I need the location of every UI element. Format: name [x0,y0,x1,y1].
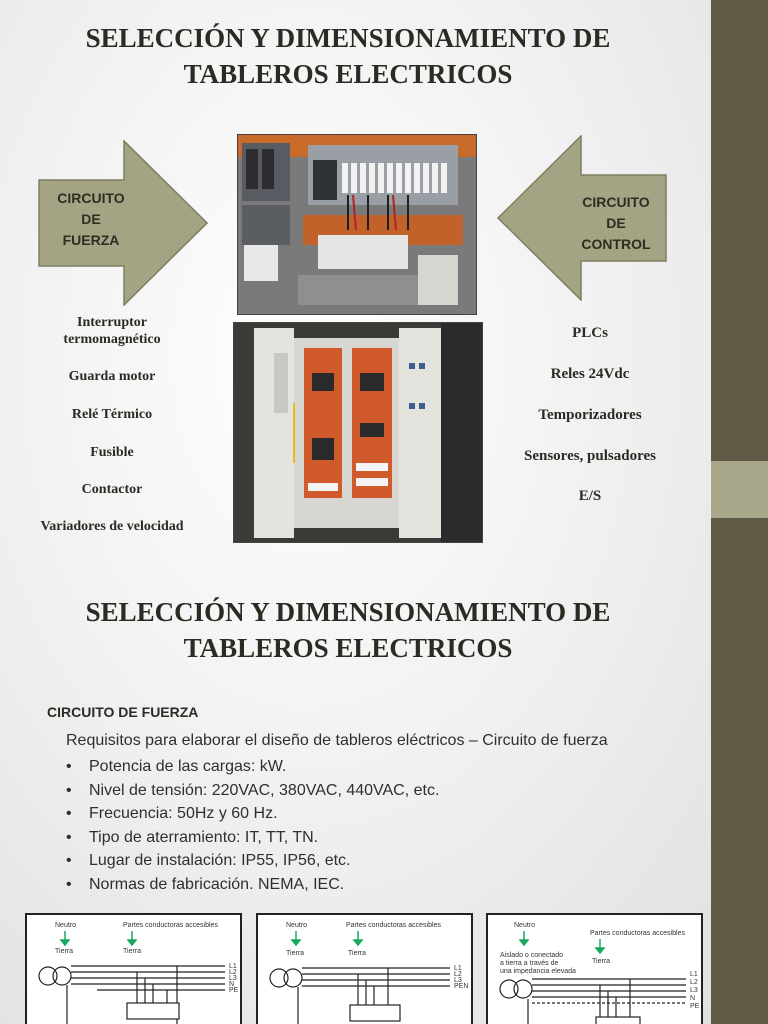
list-item: Contactor [81,482,143,497]
svg-text:Aislado o conectado: Aislado o conectado [500,952,564,959]
svg-text:Partes conductoras accesibles: Partes conductoras accesibles [590,930,685,937]
svg-text:Tierra: Tierra [348,950,367,957]
list-item: • Tipo de aterramiento: IT, TT, TN. [66,828,319,846]
list-item: Sensores, pulsadores [524,448,656,464]
svg-text:PEN: PEN [454,983,469,990]
list-item: • Nivel de tensión: 220VAC, 380VAC, 440VAC, etc. [66,781,440,799]
svg-text:Neutro: Neutro [286,922,308,929]
transformer-symbol [500,980,532,998]
circuito-fuerza-label: CIRCUITO DE FUERZA [57,190,125,248]
slide1-title [0,20,696,92]
svg-text:L1: L1 [690,971,698,978]
transformer-symbol [270,969,302,987]
list-item: Reles 24Vdc [550,366,630,382]
svg-text:PE: PE [229,987,239,994]
svg-text:L3: L3 [229,975,237,982]
grounding-diagram-3 [486,913,703,1024]
svg-text:una impedancia elevada: una impedancia elevada [500,968,576,975]
list-item: E/S [578,488,602,504]
svg-text:Partes conductoras accesibles: Partes conductoras accesibles [346,922,441,929]
slide2-title-line1: SELECCIÓN Y DIMENSIONAMIENTO DE [85,597,611,627]
list-item: termomagnético [63,332,161,347]
svg-text:L2: L2 [229,969,237,976]
circuito-control-label: CIRCUITO DE CONTROL [581,194,651,252]
svg-text:Tierra: Tierra [55,948,74,955]
slide1-title-line1: SELECCIÓN Y DIMENSIONAMIENTO DE [85,23,611,53]
grounding-diagram-1 [25,913,242,1024]
list-item: PLCs [572,325,608,341]
slide1-title-line2: TABLEROS ELECTRICOS [183,59,513,89]
grounding-diagram-2 [256,913,473,1024]
list-item: Temporizadores [538,407,642,423]
svg-text:a tierra a través de: a tierra a través de [500,960,559,967]
svg-text:L3: L3 [454,977,462,984]
open-cabinet-photo [233,322,483,543]
panel-wiring-photo [237,134,477,315]
list-item: • Potencia de las cargas: kW. [66,758,287,775]
list-item: Relé Térmico [71,407,153,422]
transformer-symbol [39,967,71,985]
section-heading: CIRCUITO DE FUERZA [47,704,199,720]
list-item: Fusible [90,445,134,460]
svg-text:Tierra: Tierra [592,958,611,965]
requirements-list [66,755,439,896]
requirements-intro: Requisitos para elaborar el diseño de tableros eléctricos – Circuito de fuerza [66,732,608,749]
svg-text:N: N [690,995,696,1002]
list-item: Variadores de velocidad [40,519,184,534]
svg-text:Partes conductoras accesibles: Partes conductoras accesibles [123,922,218,929]
svg-text:Neutro: Neutro [55,922,77,929]
slide2-title [0,594,696,666]
svg-text:Neutro: Neutro [514,922,536,929]
svg-text:L3: L3 [690,987,698,994]
ground-arrow-icon [292,931,362,945]
list-item: • Frecuencia: 50Hz y 60 Hz. [66,805,278,822]
list-item: Guarda motor [68,369,156,384]
list-item: • Lugar de instalación: IP55, IP56, etc. [66,852,351,869]
svg-text:L1: L1 [454,965,462,972]
list-item: • Normas de fabricación. NEMA, IEC. [66,875,345,893]
ground-arrow-icon [61,931,136,945]
list-item: Interruptor [77,315,147,330]
svg-text:PE: PE [690,1003,700,1010]
svg-text:L1: L1 [229,963,237,970]
svg-text:L2: L2 [454,971,462,978]
svg-text:L2: L2 [690,979,698,986]
sidebar-accent-block [711,461,768,518]
svg-text:Tierra: Tierra [123,948,142,955]
svg-text:Tierra: Tierra [286,950,305,957]
slide2-title-line2: TABLEROS ELECTRICOS [183,633,513,663]
svg-text:N: N [229,981,235,988]
